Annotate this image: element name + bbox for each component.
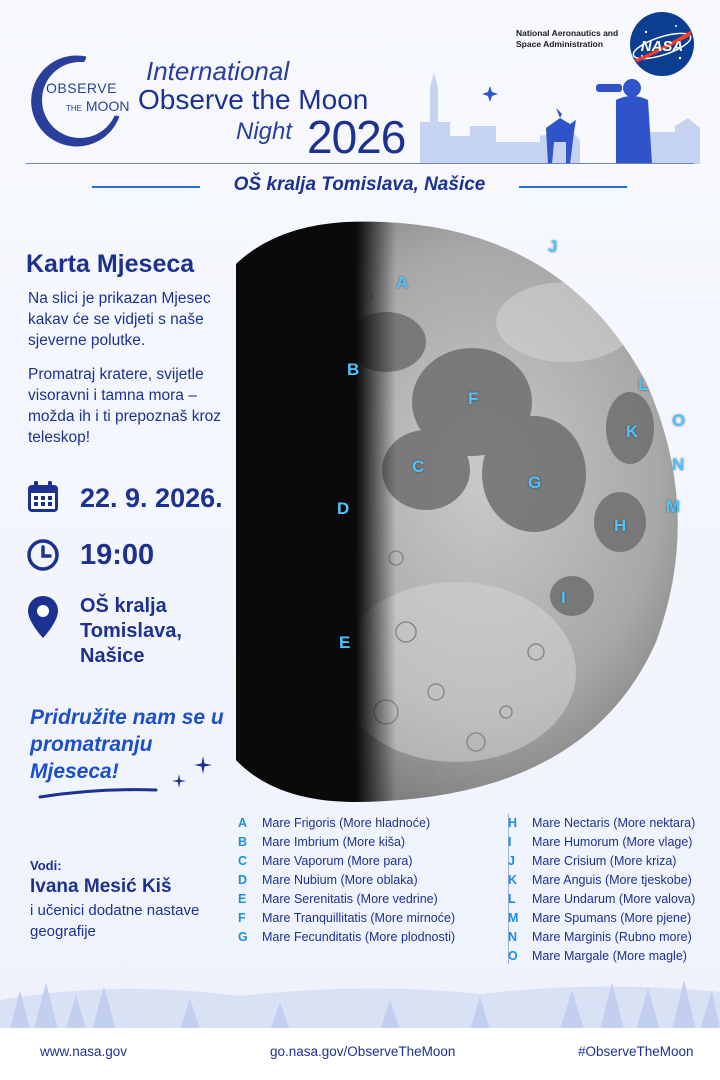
call-to-action: Pridružite nam se u promatranju Mjeseca! — [30, 706, 224, 783]
moon-map-heading: Karta Mjeseca — [26, 250, 195, 278]
logo-moon-word: MOON — [85, 98, 130, 114]
legend-key: J — [508, 854, 515, 868]
legend-key: H — [508, 816, 518, 830]
legend-name: Mare Margale — [532, 949, 610, 963]
event-date: 22. 9. 2026. — [80, 483, 223, 513]
legend-translation: (More vlage) — [622, 835, 693, 849]
legend-name: Mare Fecunditatis — [262, 930, 362, 944]
legend-key: L — [508, 892, 516, 906]
school-name: OŠ kralja Tomislava, Našice — [233, 174, 486, 195]
moon-label-d: D — [337, 499, 350, 518]
moon-label-m: M — [666, 497, 681, 516]
event-venue: OŠ kralja Tomislava, Našice — [80, 595, 182, 667]
legend-translation: (More vedrine) — [356, 892, 438, 906]
title-observe-the-moon: Observe the Moon — [138, 84, 369, 115]
legend-name: Mare Serenitatis — [262, 892, 354, 906]
moon-label-o: O — [672, 411, 686, 430]
moon-label-k: K — [626, 422, 639, 441]
swoosh-underline — [38, 786, 158, 800]
logo-the-text: THE — [66, 104, 82, 113]
school-line-right — [519, 186, 627, 188]
legend-name: Mare Undarum — [532, 892, 616, 906]
legend-key: A — [238, 816, 248, 830]
moon-label-c: C — [412, 457, 425, 476]
legend-translation: (More tjeskobe) — [604, 873, 692, 887]
legend-name: Mare Anguis — [532, 873, 602, 887]
legend-key: O — [508, 949, 518, 963]
forest-silhouette — [0, 960, 720, 1030]
legend-key: N — [508, 930, 518, 944]
event-time: 19:00 — [80, 539, 155, 571]
logo-observe-text: OBSERVE — [46, 80, 117, 96]
legend-translation: (More oblaka) — [340, 873, 418, 887]
legend-key: C — [238, 854, 248, 868]
legend-translation: (More mirnoće) — [370, 911, 456, 925]
title-international: International — [146, 56, 290, 86]
legend-key: D — [238, 873, 248, 887]
legend-key: K — [508, 873, 518, 887]
legend-translation: (Rubno more) — [614, 930, 692, 944]
logo-moon-text — [66, 98, 129, 114]
legend-translation: (More nektara) — [613, 816, 696, 830]
leader-label: Vodi: — [30, 858, 62, 873]
hashtag: #ObserveTheMoon — [578, 1044, 694, 1059]
legend-name: Mare Imbrium — [262, 835, 340, 849]
moon-label-e: E — [339, 633, 351, 652]
legend-name: Mare Marginis — [532, 930, 612, 944]
nasa-website-link[interactable]: www.nasa.gov — [40, 1044, 128, 1059]
legend-translation: (More valova) — [618, 892, 696, 906]
legend-translation: (More plodnosti) — [364, 930, 456, 944]
school-line-left — [92, 186, 200, 188]
legend-key: G — [238, 930, 248, 944]
moon-label-g: G — [528, 473, 542, 492]
legend-name: Mare Frigoris — [262, 816, 336, 830]
legend-translation: (More kriza) — [609, 854, 677, 868]
nasa-logo-icon — [628, 10, 696, 78]
legend-key: B — [238, 835, 248, 849]
nasa-logo-text: NASA — [640, 38, 684, 55]
moon-map — [236, 212, 686, 804]
intro-paragraph-2: Promatraj kratere, svijetle visoravni i tamna mora – možda ih i ti prepoznaš kroz teleskop! — [28, 366, 221, 446]
calendar-icon — [26, 480, 60, 514]
moon-label-h: H — [614, 516, 627, 535]
moon-label-a: A — [396, 273, 409, 292]
title-night: Night — [236, 118, 293, 145]
legend-translation: (More hladnoće) — [339, 816, 431, 830]
legend-key: M — [508, 911, 519, 925]
moon-label-i: I — [561, 588, 566, 607]
clock-icon — [26, 538, 60, 572]
nasa-agency-name: National Aeronautics and Space Administration — [516, 28, 619, 49]
legend-name: Mare Nectaris — [532, 816, 610, 830]
legend-translation: (More magle) — [612, 949, 687, 963]
legend-name: Mare Spumans — [532, 911, 617, 925]
location-pin-icon — [26, 594, 60, 640]
leader-description: i učenici dodatne nastave geografije — [30, 902, 200, 940]
moon-label-b: B — [347, 360, 360, 379]
leader-name: Ivana Mesić Kiš — [30, 876, 172, 897]
moon-label-f: F — [468, 389, 479, 408]
moon-label-j: J — [548, 237, 558, 256]
moon-label-n: N — [672, 455, 685, 474]
moon-label-l: L — [638, 375, 649, 394]
legend-translation: (More pjene) — [620, 911, 692, 925]
legend-key: F — [238, 911, 246, 925]
sparkle-small-icon — [172, 774, 186, 788]
legend-name: Mare Humorum — [532, 835, 619, 849]
intro-paragraph-1: Na slici je prikazan Mjesec kakav će se vidjeti s naše sjeverne polutke. — [28, 290, 211, 349]
legend-name: Mare Crisium — [532, 854, 607, 868]
observe-the-moon-link[interactable]: go.nasa.gov/ObserveTheMoon — [270, 1044, 456, 1059]
legend-translation: (More kiša) — [342, 835, 406, 849]
legend-key: E — [238, 892, 247, 906]
legend-name: Mare Nubium — [262, 873, 338, 887]
header-divider — [26, 163, 694, 164]
sparkle-icon — [194, 756, 212, 774]
legend-name: Mare Tranquillitatis — [262, 911, 367, 925]
skyline-illustration — [420, 70, 700, 164]
legend-key: I — [508, 835, 512, 849]
legend-name: Mare Vaporum — [262, 854, 344, 868]
title-year: 2026 — [307, 111, 406, 163]
legend-translation: (More para) — [347, 854, 413, 868]
